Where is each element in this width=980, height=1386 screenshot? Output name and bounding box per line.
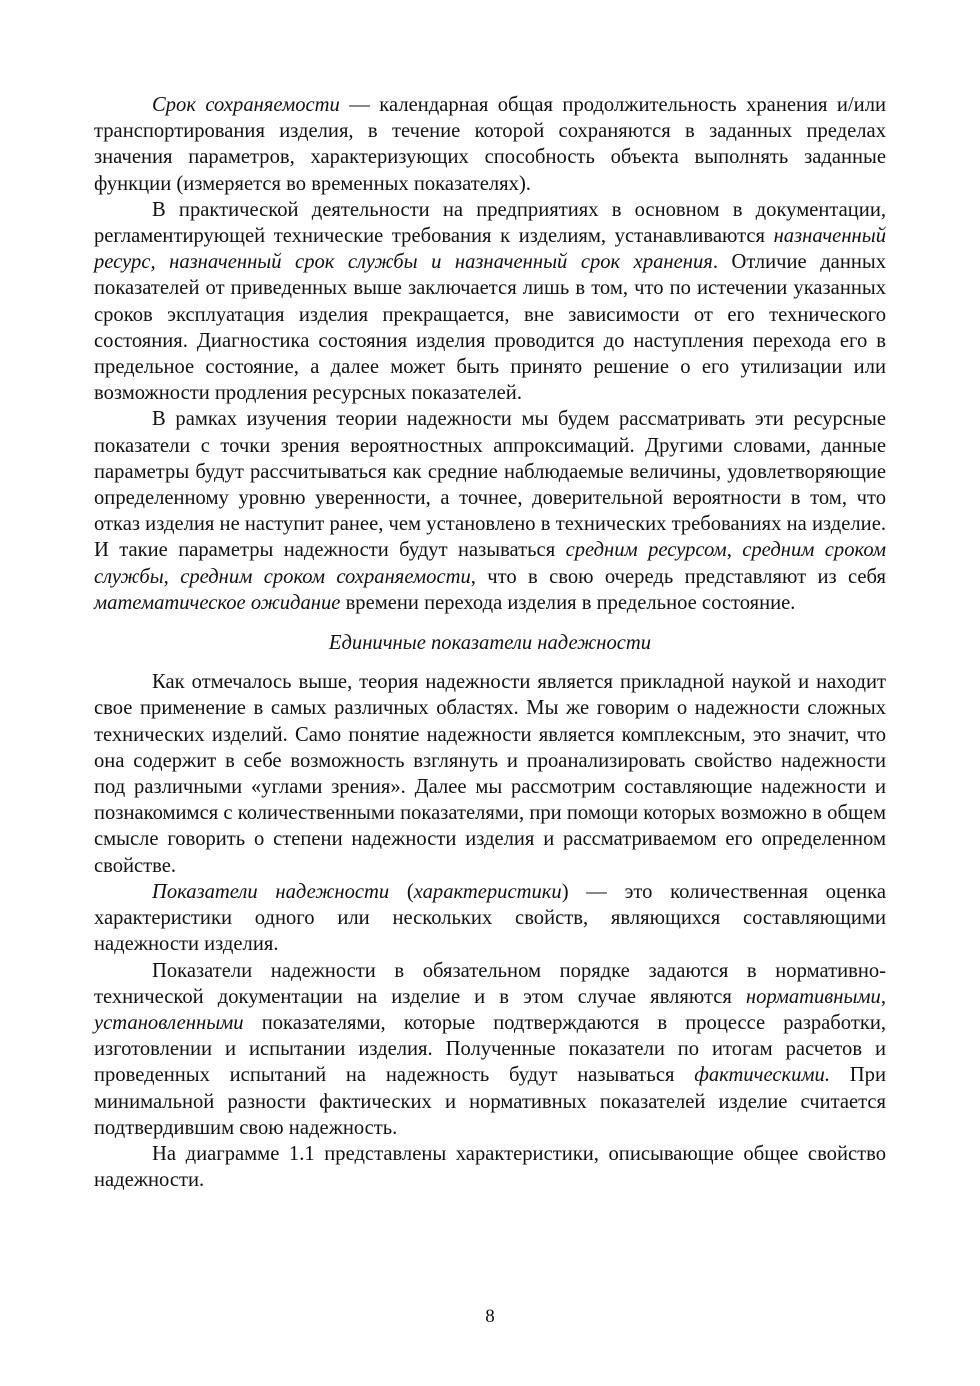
term-expectation: математическое ожидание: [94, 591, 341, 614]
term-mean-service-life: средним сроком службы: [94, 539, 887, 588]
text-segment: , что в свою очередь представляют из себя: [470, 565, 886, 588]
text-segment: (: [389, 880, 414, 903]
paragraph-shelf-life: [94, 92, 886, 197]
text-segment: ,: [880, 985, 886, 1008]
text-segment: . Отличие данных показателей от приведенных выше заключается лишь в том, что по истечении указанных сроков эксплуатация изделия прекращается, вне зависимости от его технического состояния. Диагностика состояния изделия проводится до наступления перехода его в предельное состояние, а далее может быть принято решение о его утилизации или возможности продления ресурсных показателей.: [94, 251, 886, 405]
text-segment: — календарная общая продолжительность хранения и/или транспортирования изделия, в течение которой сохраняются в заданных пределах значения параметров, характеризующих способность объекта выполнять заданные функции (измеряется во временных показателях).: [94, 94, 886, 195]
text-segment: показателями, которые подтверждаются в процессе разработки, изготовлении и испытании изделия. Полученные показатели по итогам расчетов и проведенных испытаний на надежность будут называться: [94, 1011, 886, 1087]
term-established: установленными: [94, 1011, 244, 1034]
text-segment: ) — это количественная оценка характеристики одного или нескольких свойств, являющихся составляющими надежности изделия.: [94, 880, 886, 956]
term-reliability-indicators: Показатели надежности: [152, 880, 390, 903]
text-segment: ,: [726, 539, 743, 562]
text-segment: времени перехода изделия в предельное состояние.: [340, 591, 796, 614]
text-segment: Показатели надежности в обязательном порядке задаются в нормативно-технической документации на изделие и в этом случае являются: [94, 959, 886, 1008]
term-mean-resource: средним ресурсом: [565, 539, 727, 562]
term-normative: нормативными: [745, 985, 881, 1008]
term-mean-shelf-life: средним сроком сохраняемости: [180, 565, 471, 588]
text-segment: В рамках изучения теории надежности мы будем рассматривать эти ресурсные показатели с точки зрения вероятностных аппроксимаций. Другими словами, данные параметры будут рассчитываться как средние наблюдаемые величины, удовлетворяющие определенному уровню уверенности, а точнее, доверительной вероятности в том, что отказ изделия не наступит ранее, чем установлено в технических требованиях на изделие. И такие параметры надежности будут называться: [94, 408, 886, 562]
paragraph-assigned-indicators: [94, 197, 886, 407]
page-body: [94, 92, 886, 1193]
text-segment: ,: [163, 565, 181, 588]
term-actual: фактическими.: [694, 1064, 831, 1087]
term-characteristics: характеристики: [413, 880, 562, 903]
text-segment: Как отмечалось выше, теория надежности является прикладной наукой и находит свое применение в самых различных областях. Мы же говорим о надежности сложных технических изделий. Само понятие надежности является комплексным, это значит, что она содержит в себе возможность взглянуть и проанализировать свойство надежности под различными «углами зрения». Далее мы рассмотрим составляющие надежности и познакомимся с количественными показателями, при помощи которых возможно в общем смысле говорить о степени надежности изделия и рассматриваемом его определенном свойстве.: [94, 671, 886, 877]
paragraph-reliability-indicators-definition: [94, 879, 886, 958]
text-segment: При минимальной разности фактических и нормативных показателей изделие считается подтвердившим свою надежность.: [94, 1064, 886, 1139]
section-heading: Единичные показатели надежности: [328, 632, 652, 655]
term-shelf-life: Срок сохраняемости: [152, 94, 340, 116]
text-segment: В практической деятельности на предприятиях в основном в документации, регламентирующей технические требования к изделиям, устанавливаются: [94, 198, 886, 248]
paragraph-reliability-intro: [94, 669, 886, 879]
paragraph-normative-indicators: [94, 958, 886, 1141]
page-number: 8: [485, 1306, 495, 1327]
paragraph-probabilistic-approach: [94, 406, 886, 616]
text-segment: На диаграмме 1.1 представлены характеристики, описывающие общее свойство надежности.: [94, 1142, 886, 1192]
paragraph-diagram-reference: [94, 1141, 886, 1193]
term-assigned-indicators: назначенный ресурс, назначенный срок службы и назначенный срок хранения: [94, 225, 886, 274]
